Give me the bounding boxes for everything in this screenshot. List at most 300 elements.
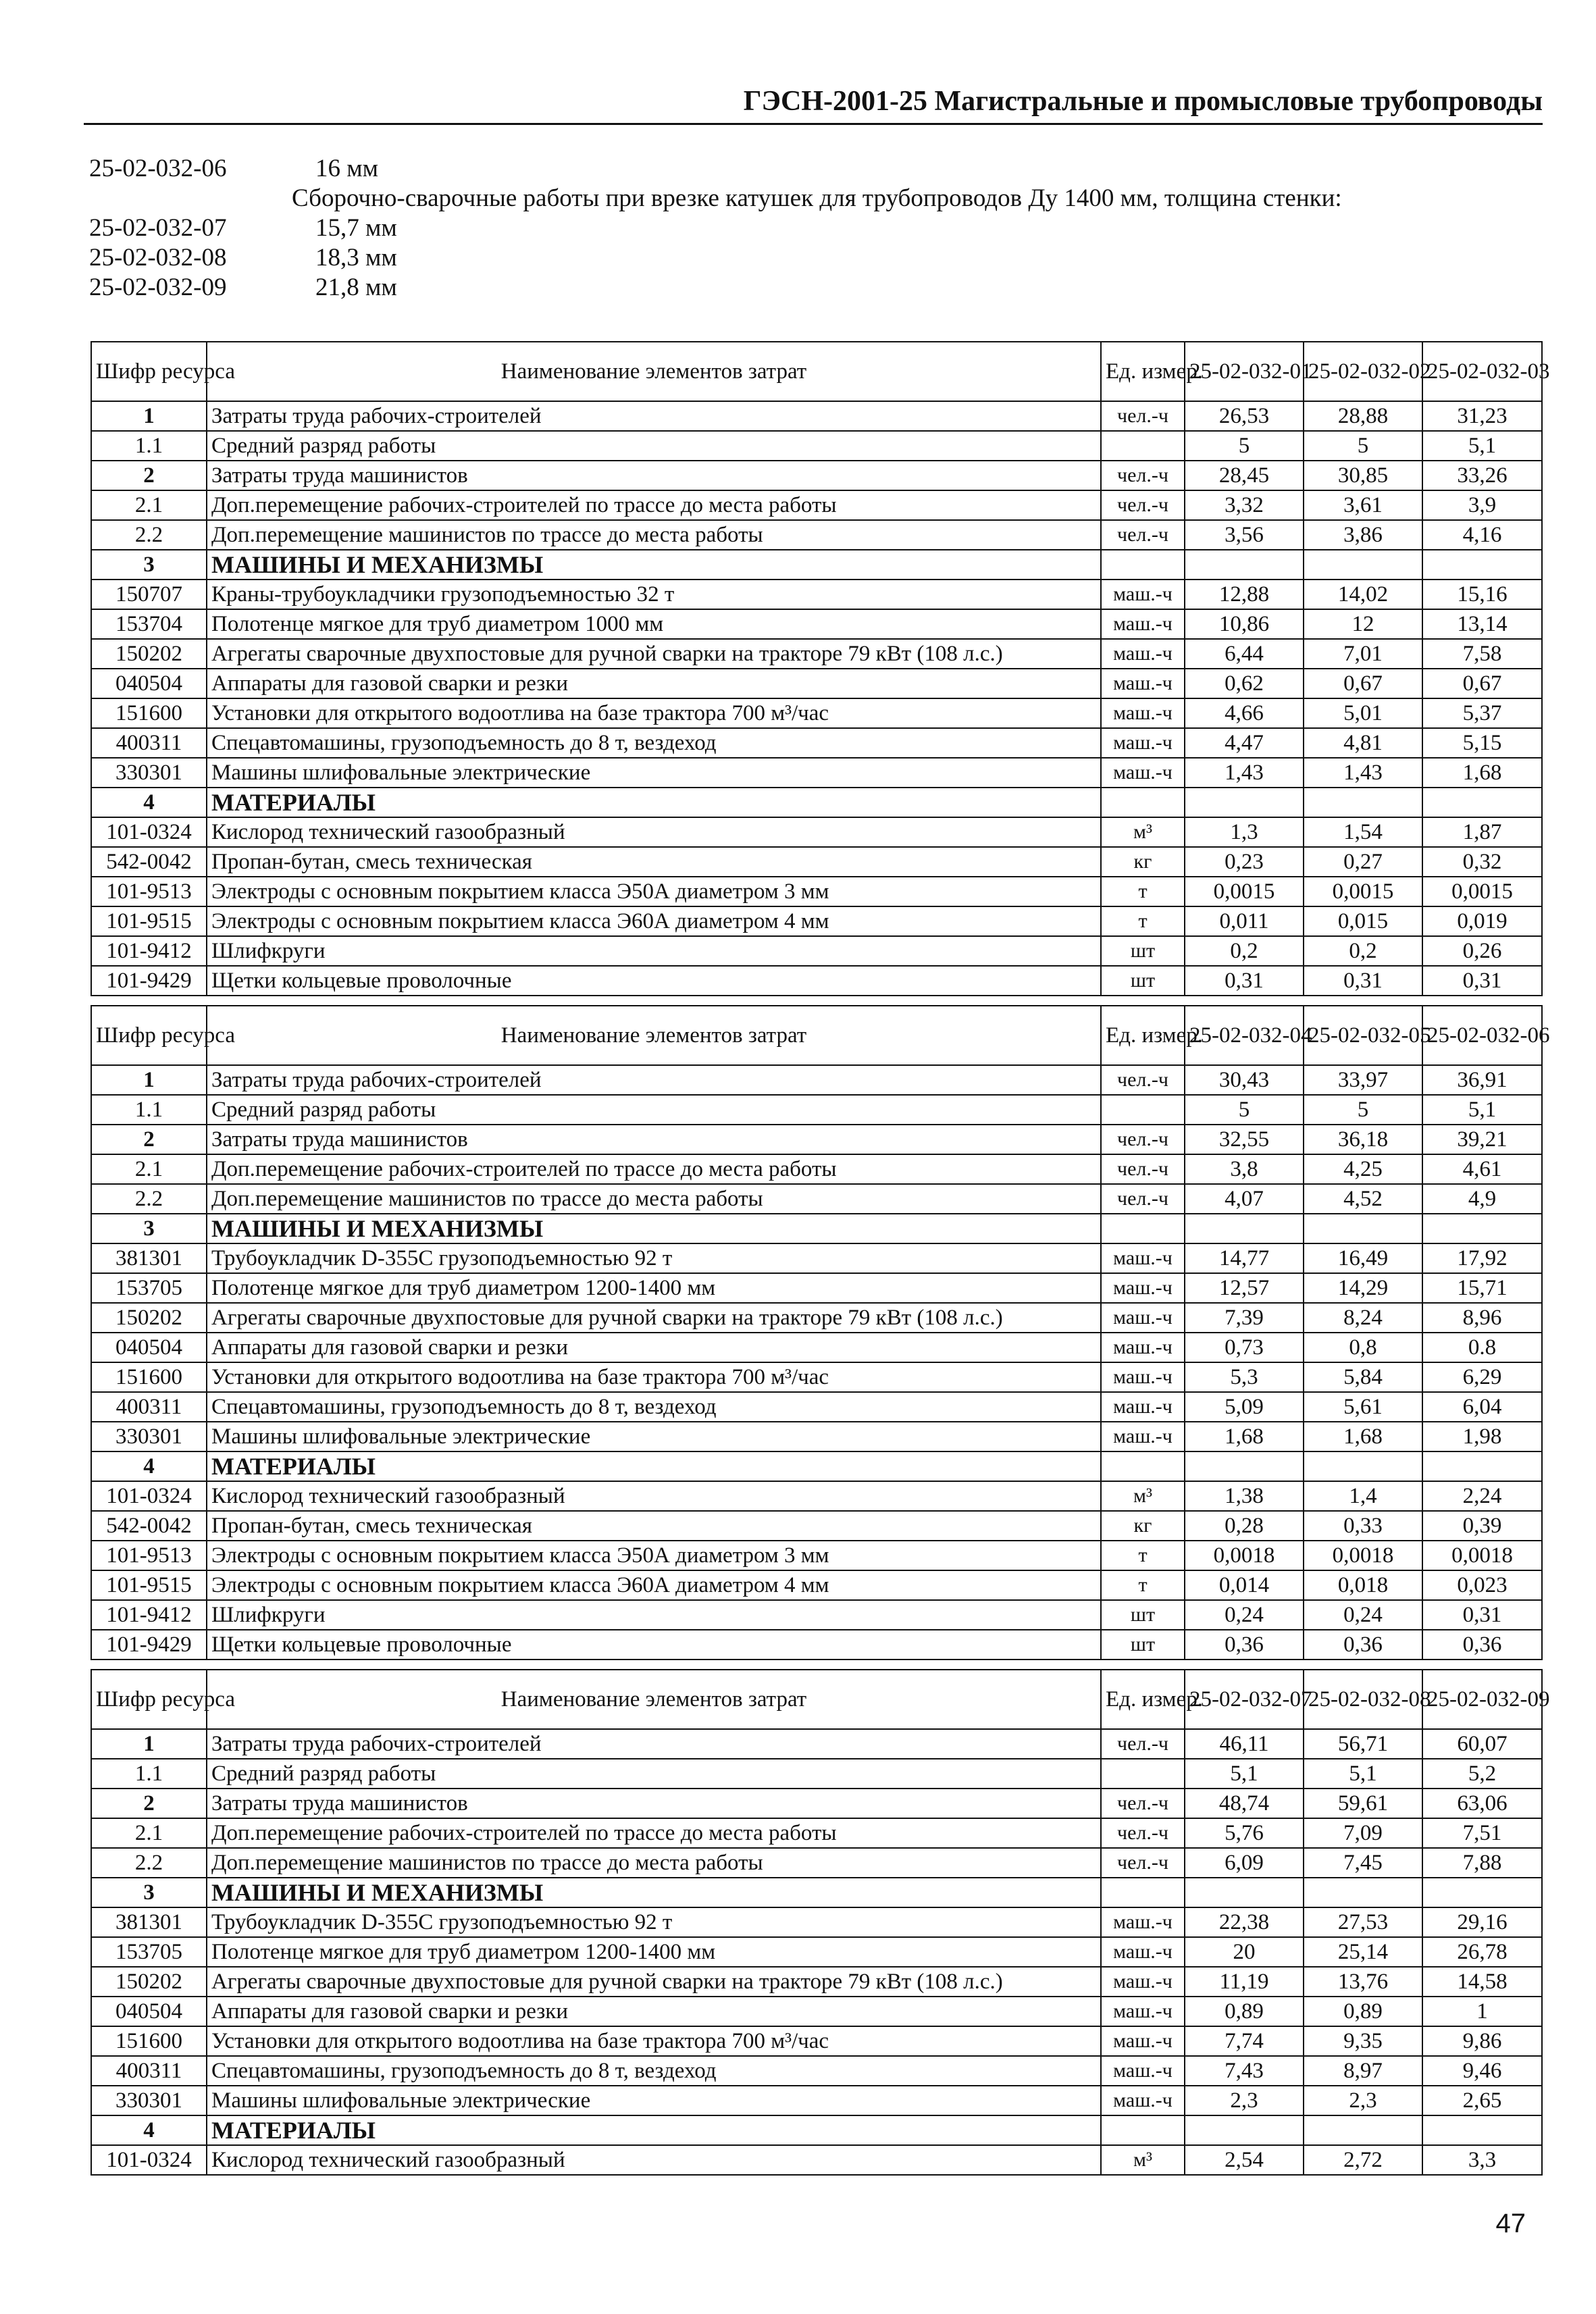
cost-element-name: Машины шлифовальные электрические	[207, 1422, 1101, 1451]
resource-code: 1	[91, 1065, 207, 1095]
value-cell: 0,8	[1304, 1333, 1422, 1362]
cost-element-name: МАШИНЫ И МЕХАНИЗМЫ	[207, 1878, 1101, 1907]
table-row	[91, 1392, 1542, 1422]
value-cell	[1422, 2115, 1542, 2145]
value-cell: 0,67	[1304, 669, 1422, 698]
cost-element-name: Щетки кольцевые проволочные	[207, 966, 1101, 996]
cost-element-name: Средний разряд работы	[207, 1759, 1101, 1789]
value-cell: 13,14	[1422, 609, 1542, 639]
table-row	[91, 966, 1542, 996]
header-norm-code: 25-02-032-04	[1185, 1006, 1304, 1065]
resource-code: 040504	[91, 669, 207, 698]
value-cell: 3,61	[1304, 490, 1422, 520]
value-cell: 2,65	[1422, 2086, 1542, 2115]
resource-code: 151600	[91, 1362, 207, 1392]
table-row	[91, 1937, 1542, 1967]
resource-code: 2	[91, 1125, 207, 1154]
table-row	[91, 2026, 1542, 2056]
table-row	[91, 1303, 1542, 1333]
value-cell: 0,67	[1422, 669, 1542, 698]
intro-code: 25-02-032-09	[89, 274, 227, 301]
value-cell: 4,81	[1304, 728, 1422, 758]
table-row	[91, 817, 1542, 847]
value-cell: 0,62	[1185, 669, 1304, 698]
unit-cell	[1101, 1451, 1185, 1481]
value-cell: 0,24	[1185, 1600, 1304, 1630]
value-cell: 14,77	[1185, 1243, 1304, 1273]
value-cell: 5	[1185, 431, 1304, 461]
unit-cell: чел.-ч	[1101, 1848, 1185, 1878]
value-cell: 5,01	[1304, 698, 1422, 728]
table-row	[91, 1848, 1542, 1878]
unit-cell	[1101, 550, 1185, 580]
value-cell: 4,16	[1422, 520, 1542, 550]
table-row	[91, 1362, 1542, 1392]
resource-code: 3	[91, 1214, 207, 1243]
table-row	[91, 1759, 1542, 1789]
unit-cell	[1101, 1095, 1185, 1125]
value-cell	[1185, 1878, 1304, 1907]
value-cell	[1422, 788, 1542, 817]
value-cell: 5	[1304, 431, 1422, 461]
value-cell: 2,3	[1185, 2086, 1304, 2115]
value-cell: 2,72	[1304, 2145, 1422, 2175]
cost-element-name: Затраты труда рабочих-строителей	[207, 401, 1101, 431]
table-row	[91, 520, 1542, 550]
resource-code: 542-0042	[91, 847, 207, 877]
resource-code: 151600	[91, 698, 207, 728]
value-cell: 0,89	[1304, 1997, 1422, 2026]
cost-element-name: Спецавтомашины, грузоподъемность до 8 т, вездеход	[207, 1392, 1101, 1422]
unit-cell: чел.-ч	[1101, 1729, 1185, 1759]
resource-code: 2.1	[91, 1818, 207, 1848]
value-cell: 0,36	[1304, 1630, 1422, 1660]
value-cell: 15,71	[1422, 1273, 1542, 1303]
value-cell	[1304, 788, 1422, 817]
table-row	[91, 1967, 1542, 1997]
cost-element-name: Аппараты для газовой сварки и резки	[207, 669, 1101, 698]
value-cell: 3,8	[1185, 1154, 1304, 1184]
cost-element-name: Пропан-бутан, смесь техническая	[207, 1511, 1101, 1541]
value-cell: 1,68	[1422, 758, 1542, 788]
value-cell: 36,18	[1304, 1125, 1422, 1154]
table-row	[91, 431, 1542, 461]
value-cell: 0,31	[1304, 966, 1422, 996]
section-row	[91, 1214, 1542, 1243]
table-row	[91, 1630, 1542, 1660]
value-cell: 0,0015	[1304, 877, 1422, 906]
value-cell	[1185, 1214, 1304, 1243]
table-row	[91, 1481, 1542, 1511]
header-unit: Ед. измер.	[1101, 1670, 1185, 1729]
unit-cell: маш.-ч	[1101, 1392, 1185, 1422]
value-cell: 1,43	[1185, 758, 1304, 788]
value-cell: 0,32	[1422, 847, 1542, 877]
unit-cell: маш.-ч	[1101, 2056, 1185, 2086]
cost-element-name: Машины шлифовальные электрические	[207, 758, 1101, 788]
cost-element-name: Кислород технический газообразный	[207, 2145, 1101, 2175]
value-cell: 59,61	[1304, 1789, 1422, 1818]
table-row	[91, 639, 1542, 669]
value-cell: 20	[1185, 1937, 1304, 1967]
cost-element-name: Агрегаты сварочные двухпостовые для ручной сварки на тракторе 79 кВт (108 л.с.)	[207, 1303, 1101, 1333]
resource-code: 1.1	[91, 1095, 207, 1125]
table-row	[91, 1154, 1542, 1184]
table-row	[91, 1333, 1542, 1362]
value-cell: 0,89	[1185, 1997, 1304, 2026]
cost-element-name: Электроды с основным покрытием класса Э50А диаметром 3 мм	[207, 877, 1101, 906]
unit-cell: маш.-ч	[1101, 728, 1185, 758]
cost-element-name: Полотенце мягкое для труб диаметром 1200-1400 мм	[207, 1273, 1101, 1303]
value-cell: 32,55	[1185, 1125, 1304, 1154]
value-cell: 0,0018	[1422, 1541, 1542, 1570]
header-code: Шифр ресурса	[91, 1006, 207, 1065]
unit-cell	[1101, 788, 1185, 817]
resource-code: 153705	[91, 1937, 207, 1967]
value-cell: 30,85	[1304, 461, 1422, 490]
section-row	[91, 550, 1542, 580]
table-header-row	[91, 342, 1542, 401]
cost-element-name: Агрегаты сварочные двухпостовые для ручной сварки на тракторе 79 кВт (108 л.с.)	[207, 1967, 1101, 1997]
value-cell: 0,36	[1422, 1630, 1542, 1660]
intro-item	[89, 243, 1548, 273]
unit-cell: шт	[1101, 936, 1185, 966]
unit-cell	[1101, 1214, 1185, 1243]
value-cell: 4,07	[1185, 1184, 1304, 1214]
intro-text: 16 мм	[315, 155, 379, 182]
resource-code: 101-9515	[91, 1570, 207, 1600]
value-cell: 1,38	[1185, 1481, 1304, 1511]
cost-element-name: Электроды с основным покрытием класса Э50А диаметром 3 мм	[207, 1541, 1101, 1570]
unit-cell: маш.-ч	[1101, 1997, 1185, 2026]
table-row	[91, 698, 1542, 728]
cost-element-name: Доп.перемещение рабочих-строителей по трассе до места работы	[207, 1154, 1101, 1184]
value-cell: 7,43	[1185, 2056, 1304, 2086]
value-cell: 5,61	[1304, 1392, 1422, 1422]
resource-code: 101-9429	[91, 966, 207, 996]
table-row	[91, 1511, 1542, 1541]
unit-cell: маш.-ч	[1101, 1937, 1185, 1967]
intro-text: 15,7 мм	[315, 214, 397, 242]
table-row	[91, 1125, 1542, 1154]
value-cell: 0,0015	[1422, 877, 1542, 906]
header-unit: Ед. измер.	[1101, 1006, 1185, 1065]
header-norm-code: 25-02-032-07	[1185, 1670, 1304, 1729]
value-cell: 33,26	[1422, 461, 1542, 490]
resource-code: 4	[91, 1451, 207, 1481]
value-cell	[1304, 550, 1422, 580]
resource-code: 381301	[91, 1243, 207, 1273]
header-code: Шифр ресурса	[91, 1670, 207, 1729]
unit-cell: кг	[1101, 1511, 1185, 1541]
value-cell: 7,88	[1422, 1848, 1542, 1878]
value-cell: 5,09	[1185, 1392, 1304, 1422]
value-cell: 7,51	[1422, 1818, 1542, 1848]
resource-code: 2	[91, 1789, 207, 1818]
header-norm-code: 25-02-032-08	[1304, 1670, 1422, 1729]
intro-code: 25-02-032-08	[89, 244, 227, 272]
value-cell: 7,01	[1304, 639, 1422, 669]
header-norm-code: 25-02-032-01	[1185, 342, 1304, 401]
header-norm-code: 25-02-032-09	[1422, 1670, 1542, 1729]
unit-cell: шт	[1101, 966, 1185, 996]
value-cell: 5,1	[1422, 1095, 1542, 1125]
value-cell: 6,44	[1185, 639, 1304, 669]
intro-code: 25-02-032-07	[89, 214, 227, 242]
intro-list	[89, 154, 1548, 303]
cost-element-name: Агрегаты сварочные двухпостовые для ручной сварки на тракторе 79 кВт (108 л.с.)	[207, 639, 1101, 669]
value-cell: 5,37	[1422, 698, 1542, 728]
value-cell: 7,39	[1185, 1303, 1304, 1333]
cost-element-name: Кислород технический газообразный	[207, 1481, 1101, 1511]
value-cell: 0,31	[1185, 966, 1304, 996]
unit-cell: маш.-ч	[1101, 1907, 1185, 1937]
value-cell: 5,76	[1185, 1818, 1304, 1848]
table-row	[91, 1184, 1542, 1214]
value-cell: 0,0015	[1185, 877, 1304, 906]
cost-element-name: Аппараты для газовой сварки и резки	[207, 1333, 1101, 1362]
table-row	[91, 1422, 1542, 1451]
resource-code: 4	[91, 2115, 207, 2145]
cost-element-name: Электроды с основным покрытием класса Э60А диаметром 4 мм	[207, 906, 1101, 936]
header-name: Наименование элементов затрат	[207, 1006, 1101, 1065]
value-cell: 16,49	[1304, 1243, 1422, 1273]
value-cell: 1,43	[1304, 758, 1422, 788]
header-name: Наименование элементов затрат	[207, 342, 1101, 401]
resource-code: 101-0324	[91, 1481, 207, 1511]
cost-element-name: Затраты труда машинистов	[207, 461, 1101, 490]
unit-cell: маш.-ч	[1101, 1333, 1185, 1362]
unit-cell: т	[1101, 877, 1185, 906]
value-cell: 0,24	[1304, 1600, 1422, 1630]
cost-element-name: Доп.перемещение рабочих-строителей по трассе до места работы	[207, 1818, 1101, 1848]
value-cell: 5,1	[1185, 1759, 1304, 1789]
resource-code: 101-0324	[91, 817, 207, 847]
value-cell: 7,74	[1185, 2026, 1304, 2056]
value-cell: 4,66	[1185, 698, 1304, 728]
resource-code: 330301	[91, 758, 207, 788]
resource-code: 151600	[91, 2026, 207, 2056]
cost-element-name: Полотенце мягкое для труб диаметром 1000 мм	[207, 609, 1101, 639]
value-cell: 0,26	[1422, 936, 1542, 966]
table-row	[91, 936, 1542, 966]
value-cell: 25,14	[1304, 1937, 1422, 1967]
value-cell: 33,97	[1304, 1065, 1422, 1095]
resource-code: 101-9429	[91, 1630, 207, 1660]
section-row	[91, 1451, 1542, 1481]
resource-code: 4	[91, 788, 207, 817]
unit-cell: чел.-ч	[1101, 1184, 1185, 1214]
unit-cell: маш.-ч	[1101, 1967, 1185, 1997]
intro-item	[89, 154, 1548, 184]
page-header	[84, 76, 1543, 125]
value-cell: 63,06	[1422, 1789, 1542, 1818]
value-cell: 0,023	[1422, 1570, 1542, 1600]
table-row	[91, 906, 1542, 936]
header-norm-code: 25-02-032-06	[1422, 1006, 1542, 1065]
unit-cell: м³	[1101, 817, 1185, 847]
resource-code: 2.2	[91, 1848, 207, 1878]
value-cell	[1422, 1451, 1542, 1481]
resource-code: 101-9513	[91, 877, 207, 906]
resource-code: 1.1	[91, 1759, 207, 1789]
cost-element-name: Спецавтомашины, грузоподъемность до 8 т, вездеход	[207, 728, 1101, 758]
value-cell: 1,4	[1304, 1481, 1422, 1511]
value-cell: 0,0018	[1185, 1541, 1304, 1570]
cost-element-name: Машины шлифовальные электрические	[207, 2086, 1101, 2115]
value-cell: 4,9	[1422, 1184, 1542, 1214]
unit-cell: маш.-ч	[1101, 1303, 1185, 1333]
value-cell: 3,86	[1304, 520, 1422, 550]
unit-cell: т	[1101, 1541, 1185, 1570]
unit-cell: маш.-ч	[1101, 1243, 1185, 1273]
cost-element-name: Затраты труда рабочих-строителей	[207, 1729, 1101, 1759]
resource-code: 381301	[91, 1907, 207, 1937]
table-row	[91, 2056, 1542, 2086]
header-norm-code: 25-02-032-03	[1422, 342, 1542, 401]
table-row	[91, 669, 1542, 698]
value-cell: 9,35	[1304, 2026, 1422, 2056]
value-cell: 5,15	[1422, 728, 1542, 758]
unit-cell: маш.-ч	[1101, 758, 1185, 788]
cost-element-name: МАШИНЫ И МЕХАНИЗМЫ	[207, 550, 1101, 580]
value-cell: 48,74	[1185, 1789, 1304, 1818]
value-cell: 0,73	[1185, 1333, 1304, 1362]
value-cell: 1,68	[1304, 1422, 1422, 1451]
value-cell: 12	[1304, 609, 1422, 639]
section-row	[91, 788, 1542, 817]
cost-element-name: МАТЕРИАЛЫ	[207, 2115, 1101, 2145]
resource-code: 101-9515	[91, 906, 207, 936]
value-cell: 0,011	[1185, 906, 1304, 936]
intro-text: 18,3 мм	[315, 244, 397, 272]
value-cell: 28,88	[1304, 401, 1422, 431]
value-cell: 30,43	[1185, 1065, 1304, 1095]
value-cell: 0,019	[1422, 906, 1542, 936]
value-cell: 6,29	[1422, 1362, 1542, 1392]
value-cell: 1,54	[1304, 817, 1422, 847]
unit-cell: чел.-ч	[1101, 490, 1185, 520]
value-cell: 11,19	[1185, 1967, 1304, 1997]
table-row	[91, 1095, 1542, 1125]
table-row	[91, 877, 1542, 906]
value-cell: 4,25	[1304, 1154, 1422, 1184]
value-cell: 1,87	[1422, 817, 1542, 847]
value-cell: 14,29	[1304, 1273, 1422, 1303]
value-cell: 0,39	[1422, 1511, 1542, 1541]
resource-code: 2.2	[91, 520, 207, 550]
resource-code: 400311	[91, 2056, 207, 2086]
value-cell: 9,46	[1422, 2056, 1542, 2086]
resource-code: 2.2	[91, 1184, 207, 1214]
resource-code: 330301	[91, 2086, 207, 2115]
value-cell: 0.8	[1422, 1333, 1542, 1362]
unit-cell: т	[1101, 906, 1185, 936]
resource-table-2	[91, 1005, 1550, 1660]
value-cell: 31,23	[1422, 401, 1542, 431]
value-cell: 14,02	[1304, 580, 1422, 609]
cost-element-name: Электроды с основным покрытием класса Э60А диаметром 4 мм	[207, 1570, 1101, 1600]
resource-code: 150707	[91, 580, 207, 609]
resource-code: 101-0324	[91, 2145, 207, 2175]
value-cell: 1,68	[1185, 1422, 1304, 1451]
value-cell	[1422, 1214, 1542, 1243]
unit-cell: маш.-ч	[1101, 1422, 1185, 1451]
unit-cell: маш.-ч	[1101, 2026, 1185, 2056]
value-cell: 8,24	[1304, 1303, 1422, 1333]
resource-code: 2	[91, 461, 207, 490]
value-cell	[1422, 550, 1542, 580]
value-cell: 6,09	[1185, 1848, 1304, 1878]
value-cell	[1185, 2115, 1304, 2145]
resource-code: 1	[91, 1729, 207, 1759]
unit-cell: м³	[1101, 2145, 1185, 2175]
value-cell: 29,16	[1422, 1907, 1542, 1937]
header-norm-code: 25-02-032-02	[1304, 342, 1422, 401]
unit-cell: маш.-ч	[1101, 2086, 1185, 2115]
cost-element-name: Затраты труда машинистов	[207, 1789, 1101, 1818]
value-cell: 5,2	[1422, 1759, 1542, 1789]
cost-element-name: Краны-трубоукладчики грузоподъемностью 32 т	[207, 580, 1101, 609]
cost-element-name: Трубоукладчик D-355C грузоподъемностью 92 т	[207, 1907, 1101, 1937]
value-cell: 3,3	[1422, 2145, 1542, 2175]
unit-cell: шт	[1101, 1600, 1185, 1630]
value-cell: 7,45	[1304, 1848, 1422, 1878]
table-row	[91, 728, 1542, 758]
resource-table-1	[91, 341, 1550, 996]
cost-element-name: Шлифкруги	[207, 936, 1101, 966]
section-row	[91, 2115, 1542, 2145]
cost-element-name: Доп.перемещение машинистов по трассе до места работы	[207, 1848, 1101, 1878]
cost-element-name: МАТЕРИАЛЫ	[207, 1451, 1101, 1481]
unit-cell: маш.-ч	[1101, 580, 1185, 609]
value-cell: 12,88	[1185, 580, 1304, 609]
resource-code: 542-0042	[91, 1511, 207, 1541]
value-cell: 0,27	[1304, 847, 1422, 877]
value-cell: 28,45	[1185, 461, 1304, 490]
value-cell: 1	[1422, 1997, 1542, 2026]
resource-code: 150202	[91, 1967, 207, 1997]
table-row	[91, 461, 1542, 490]
cost-element-name: Щетки кольцевые проволочные	[207, 1630, 1101, 1660]
resource-code: 1.1	[91, 431, 207, 461]
value-cell: 3,56	[1185, 520, 1304, 550]
value-cell: 7,09	[1304, 1818, 1422, 1848]
unit-cell: чел.-ч	[1101, 1818, 1185, 1848]
intro-item	[89, 213, 1548, 243]
cost-element-name: Установки для открытого водоотлива на базе трактора 700 м³/час	[207, 2026, 1101, 2056]
table-row	[91, 1243, 1542, 1273]
value-cell: 4,47	[1185, 728, 1304, 758]
resource-code: 3	[91, 550, 207, 580]
value-cell: 5	[1185, 1095, 1304, 1125]
value-cell	[1304, 1214, 1422, 1243]
unit-cell: маш.-ч	[1101, 639, 1185, 669]
unit-cell: маш.-ч	[1101, 698, 1185, 728]
unit-cell: чел.-ч	[1101, 1154, 1185, 1184]
resource-code: 1	[91, 401, 207, 431]
unit-cell: маш.-ч	[1101, 669, 1185, 698]
unit-cell: чел.-ч	[1101, 520, 1185, 550]
value-cell: 8,96	[1422, 1303, 1542, 1333]
value-cell: 4,61	[1422, 1154, 1542, 1184]
value-cell: 26,53	[1185, 401, 1304, 431]
value-cell: 1,3	[1185, 817, 1304, 847]
table-header-row	[91, 1006, 1542, 1065]
table-header-row	[91, 1670, 1542, 1729]
table-row	[91, 1729, 1542, 1759]
cost-element-name: Кислород технический газообразный	[207, 817, 1101, 847]
